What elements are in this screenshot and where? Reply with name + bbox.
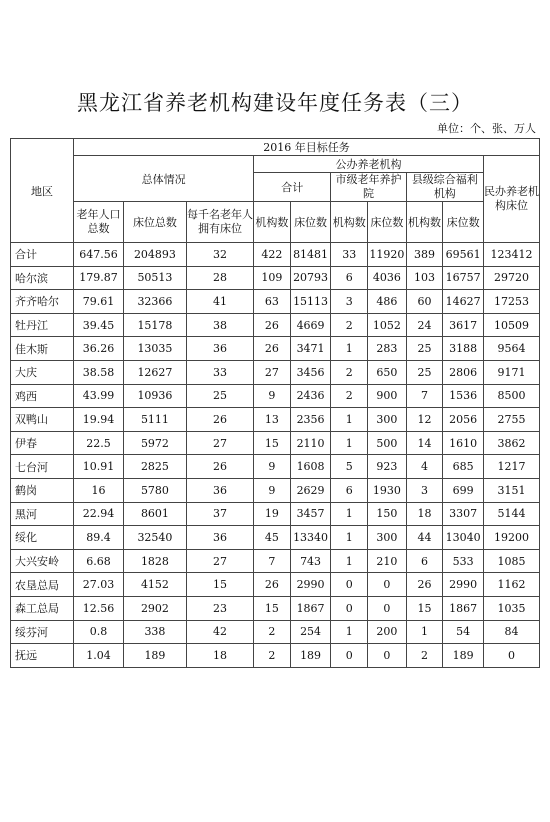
header-beds-per-1000: 每千名老年人拥有床位 xyxy=(186,202,253,243)
value-cell: 10936 xyxy=(123,384,186,408)
task-table xyxy=(10,138,540,668)
value-cell: 6.68 xyxy=(74,549,124,573)
value-cell: 2825 xyxy=(123,455,186,479)
value-cell: 38.58 xyxy=(74,360,124,384)
value-cell: 1085 xyxy=(483,549,539,573)
value-cell: 338 xyxy=(123,620,186,644)
value-cell: 0 xyxy=(331,573,368,597)
header-inst-count: 机构数 xyxy=(254,202,291,243)
value-cell: 0 xyxy=(483,644,539,668)
table-row xyxy=(11,290,540,314)
value-cell: 2110 xyxy=(290,431,331,455)
value-cell: 923 xyxy=(368,455,407,479)
value-cell: 2356 xyxy=(290,408,331,432)
value-cell: 4669 xyxy=(290,313,331,337)
value-cell: 6 xyxy=(406,549,443,573)
value-cell: 41 xyxy=(186,290,253,314)
table-row xyxy=(11,455,540,479)
value-cell: 10.91 xyxy=(74,455,124,479)
value-cell: 0 xyxy=(331,596,368,620)
table-row xyxy=(11,337,540,361)
value-cell: 5111 xyxy=(123,408,186,432)
value-cell: 0 xyxy=(368,596,407,620)
value-cell: 2990 xyxy=(443,573,484,597)
value-cell: 4036 xyxy=(368,266,407,290)
value-cell: 14627 xyxy=(443,290,484,314)
value-cell: 18 xyxy=(186,644,253,668)
value-cell: 36 xyxy=(186,478,253,502)
value-cell: 54 xyxy=(443,620,484,644)
value-cell: 25 xyxy=(406,360,443,384)
value-cell: 0.8 xyxy=(74,620,124,644)
value-cell: 24 xyxy=(406,313,443,337)
value-cell: 2629 xyxy=(290,478,331,502)
region-cell: 大庆 xyxy=(11,360,74,384)
value-cell: 15 xyxy=(254,431,291,455)
value-cell: 22.5 xyxy=(74,431,124,455)
table-row xyxy=(11,573,540,597)
value-cell: 8500 xyxy=(483,384,539,408)
value-cell: 647.56 xyxy=(74,243,124,267)
header-beds-total: 床位总数 xyxy=(123,202,186,243)
value-cell: 1052 xyxy=(368,313,407,337)
value-cell: 26 xyxy=(254,573,291,597)
region-cell: 绥芬河 xyxy=(11,620,74,644)
value-cell: 2755 xyxy=(483,408,539,432)
value-cell: 2902 xyxy=(123,596,186,620)
value-cell: 43.99 xyxy=(74,384,124,408)
value-cell: 22.94 xyxy=(74,502,124,526)
header-target: 2016 年目标任务 xyxy=(74,139,540,156)
page-title: 黑龙江省养老机构建设年度任务表（三） xyxy=(77,91,473,115)
value-cell: 109 xyxy=(254,266,291,290)
value-cell: 19 xyxy=(254,502,291,526)
value-cell: 25 xyxy=(186,384,253,408)
value-cell: 13035 xyxy=(123,337,186,361)
value-cell: 189 xyxy=(123,644,186,668)
value-cell: 39.45 xyxy=(74,313,124,337)
value-cell: 1035 xyxy=(483,596,539,620)
value-cell: 3 xyxy=(331,290,368,314)
value-cell: 900 xyxy=(368,384,407,408)
value-cell: 389 xyxy=(406,243,443,267)
value-cell: 19.94 xyxy=(74,408,124,432)
region-cell: 牡丹江 xyxy=(11,313,74,337)
value-cell: 1828 xyxy=(123,549,186,573)
value-cell: 18 xyxy=(406,502,443,526)
region-cell: 哈尔滨 xyxy=(11,266,74,290)
table-row xyxy=(11,266,540,290)
region-cell: 鹤岗 xyxy=(11,478,74,502)
value-cell: 7 xyxy=(254,549,291,573)
value-cell: 50513 xyxy=(123,266,186,290)
region-cell: 齐齐哈尔 xyxy=(11,290,74,314)
value-cell: 9564 xyxy=(483,337,539,361)
value-cell: 3151 xyxy=(483,478,539,502)
region-cell: 农垦总局 xyxy=(11,573,74,597)
table-row xyxy=(11,313,540,337)
table-row xyxy=(11,644,540,668)
value-cell: 25 xyxy=(406,337,443,361)
value-cell: 14 xyxy=(406,431,443,455)
value-cell: 0 xyxy=(368,573,407,597)
value-cell: 1 xyxy=(331,502,368,526)
value-cell: 12627 xyxy=(123,360,186,384)
value-cell: 33 xyxy=(331,243,368,267)
region-cell: 伊春 xyxy=(11,431,74,455)
value-cell: 1 xyxy=(331,337,368,361)
table-row xyxy=(11,620,540,644)
value-cell: 1 xyxy=(331,526,368,550)
value-cell: 1217 xyxy=(483,455,539,479)
value-cell: 36 xyxy=(186,337,253,361)
value-cell: 1 xyxy=(406,620,443,644)
value-cell: 11920 xyxy=(368,243,407,267)
region-cell: 抚远 xyxy=(11,644,74,668)
header-bed-count: 床位数 xyxy=(443,202,484,243)
value-cell: 44 xyxy=(406,526,443,550)
value-cell: 19200 xyxy=(483,526,539,550)
value-cell: 16757 xyxy=(443,266,484,290)
value-cell: 1 xyxy=(331,408,368,432)
header-overall: 总体情况 xyxy=(74,156,254,202)
value-cell: 5 xyxy=(331,455,368,479)
table-row xyxy=(11,526,540,550)
value-cell: 3307 xyxy=(443,502,484,526)
value-cell: 12.56 xyxy=(74,596,124,620)
table-row xyxy=(11,431,540,455)
value-cell: 1867 xyxy=(290,596,331,620)
table-row xyxy=(11,478,540,502)
value-cell: 2 xyxy=(331,384,368,408)
value-cell: 650 xyxy=(368,360,407,384)
region-cell: 佳木斯 xyxy=(11,337,74,361)
value-cell: 9171 xyxy=(483,360,539,384)
value-cell: 37 xyxy=(186,502,253,526)
value-cell: 45 xyxy=(254,526,291,550)
header-public: 公办养老机构 xyxy=(254,156,484,173)
value-cell: 2 xyxy=(331,360,368,384)
value-cell: 8601 xyxy=(123,502,186,526)
value-cell: 32366 xyxy=(123,290,186,314)
table-row xyxy=(11,549,540,573)
header-county: 县级综合福利机构 xyxy=(406,173,483,202)
value-cell: 486 xyxy=(368,290,407,314)
value-cell: 699 xyxy=(443,478,484,502)
value-cell: 89.4 xyxy=(74,526,124,550)
value-cell: 2 xyxy=(254,620,291,644)
value-cell: 1 xyxy=(331,431,368,455)
region-cell: 绥化 xyxy=(11,526,74,550)
value-cell: 2056 xyxy=(443,408,484,432)
header-inst-count: 机构数 xyxy=(331,202,368,243)
region-cell: 合计 xyxy=(11,243,74,267)
header-private: 民办养老机构床位 xyxy=(483,156,539,243)
value-cell: 32 xyxy=(186,243,253,267)
value-cell: 533 xyxy=(443,549,484,573)
value-cell: 28 xyxy=(186,266,253,290)
value-cell: 3471 xyxy=(290,337,331,361)
value-cell: 9 xyxy=(254,478,291,502)
value-cell: 9 xyxy=(254,384,291,408)
region-cell: 大兴安岭 xyxy=(11,549,74,573)
value-cell: 3617 xyxy=(443,313,484,337)
value-cell: 210 xyxy=(368,549,407,573)
table-row xyxy=(11,596,540,620)
value-cell: 5144 xyxy=(483,502,539,526)
region-cell: 鸡西 xyxy=(11,384,74,408)
table-row xyxy=(11,502,540,526)
value-cell: 60 xyxy=(406,290,443,314)
value-cell: 42 xyxy=(186,620,253,644)
header-bed-count: 床位数 xyxy=(368,202,407,243)
value-cell: 17253 xyxy=(483,290,539,314)
value-cell: 26 xyxy=(186,408,253,432)
value-cell: 1.04 xyxy=(74,644,124,668)
value-cell: 7 xyxy=(406,384,443,408)
value-cell: 23 xyxy=(186,596,253,620)
value-cell: 5972 xyxy=(123,431,186,455)
value-cell: 123412 xyxy=(483,243,539,267)
value-cell: 29720 xyxy=(483,266,539,290)
value-cell: 0 xyxy=(331,644,368,668)
value-cell: 685 xyxy=(443,455,484,479)
value-cell: 27 xyxy=(186,431,253,455)
value-cell: 5780 xyxy=(123,478,186,502)
value-cell: 69561 xyxy=(443,243,484,267)
value-cell: 12 xyxy=(406,408,443,432)
header-inst-count: 机构数 xyxy=(406,202,443,243)
value-cell: 4152 xyxy=(123,573,186,597)
value-cell: 79.61 xyxy=(74,290,124,314)
value-cell: 36 xyxy=(186,526,253,550)
header-city: 市级老年养护院 xyxy=(331,173,406,202)
value-cell: 26 xyxy=(186,455,253,479)
value-cell: 36.26 xyxy=(74,337,124,361)
value-cell: 300 xyxy=(368,526,407,550)
value-cell: 26 xyxy=(254,337,291,361)
value-cell: 13340 xyxy=(290,526,331,550)
region-cell: 黑河 xyxy=(11,502,74,526)
value-cell: 26 xyxy=(406,573,443,597)
value-cell: 20793 xyxy=(290,266,331,290)
value-cell: 3188 xyxy=(443,337,484,361)
value-cell: 15 xyxy=(406,596,443,620)
value-cell: 16 xyxy=(74,478,124,502)
header-bed-count: 床位数 xyxy=(290,202,331,243)
value-cell: 6 xyxy=(331,266,368,290)
value-cell: 300 xyxy=(368,408,407,432)
value-cell: 204893 xyxy=(123,243,186,267)
table-body xyxy=(11,243,540,668)
value-cell: 1610 xyxy=(443,431,484,455)
table-row xyxy=(11,408,540,432)
value-cell: 13040 xyxy=(443,526,484,550)
value-cell: 1 xyxy=(331,620,368,644)
value-cell: 179.87 xyxy=(74,266,124,290)
value-cell: 3456 xyxy=(290,360,331,384)
value-cell: 13 xyxy=(254,408,291,432)
value-cell: 38 xyxy=(186,313,253,337)
value-cell: 9 xyxy=(254,455,291,479)
value-cell: 63 xyxy=(254,290,291,314)
value-cell: 2 xyxy=(406,644,443,668)
value-cell: 27.03 xyxy=(74,573,124,597)
value-cell: 150 xyxy=(368,502,407,526)
region-cell: 森工总局 xyxy=(11,596,74,620)
value-cell: 2436 xyxy=(290,384,331,408)
value-cell: 103 xyxy=(406,266,443,290)
value-cell: 81481 xyxy=(290,243,331,267)
value-cell: 2990 xyxy=(290,573,331,597)
value-cell: 0 xyxy=(368,644,407,668)
value-cell: 3 xyxy=(406,478,443,502)
value-cell: 422 xyxy=(254,243,291,267)
value-cell: 500 xyxy=(368,431,407,455)
value-cell: 15 xyxy=(186,573,253,597)
value-cell: 2 xyxy=(331,313,368,337)
header-elderly-pop: 老年人口总数 xyxy=(74,202,124,243)
value-cell: 1867 xyxy=(443,596,484,620)
value-cell: 27 xyxy=(186,549,253,573)
value-cell: 254 xyxy=(290,620,331,644)
value-cell: 84 xyxy=(483,620,539,644)
value-cell: 6 xyxy=(331,478,368,502)
value-cell: 15178 xyxy=(123,313,186,337)
region-cell: 七台河 xyxy=(11,455,74,479)
value-cell: 27 xyxy=(254,360,291,384)
value-cell: 15113 xyxy=(290,290,331,314)
value-cell: 26 xyxy=(254,313,291,337)
value-cell: 32540 xyxy=(123,526,186,550)
value-cell: 1608 xyxy=(290,455,331,479)
value-cell: 200 xyxy=(368,620,407,644)
value-cell: 2 xyxy=(254,644,291,668)
table-row xyxy=(11,243,540,267)
table-row xyxy=(11,384,540,408)
value-cell: 3862 xyxy=(483,431,539,455)
value-cell: 1536 xyxy=(443,384,484,408)
value-cell: 15 xyxy=(254,596,291,620)
value-cell: 3457 xyxy=(290,502,331,526)
value-cell: 2806 xyxy=(443,360,484,384)
value-cell: 189 xyxy=(443,644,484,668)
region-cell: 双鸭山 xyxy=(11,408,74,432)
value-cell: 33 xyxy=(186,360,253,384)
value-cell: 1 xyxy=(331,549,368,573)
header-subtotal: 合计 xyxy=(254,173,331,202)
value-cell: 10509 xyxy=(483,313,539,337)
unit-label: 单位：个、张、万人 xyxy=(437,122,536,135)
value-cell: 1930 xyxy=(368,478,407,502)
value-cell: 743 xyxy=(290,549,331,573)
value-cell: 1162 xyxy=(483,573,539,597)
value-cell: 189 xyxy=(290,644,331,668)
value-cell: 4 xyxy=(406,455,443,479)
header-region: 地区 xyxy=(11,139,74,243)
value-cell: 283 xyxy=(368,337,407,361)
table-row xyxy=(11,360,540,384)
